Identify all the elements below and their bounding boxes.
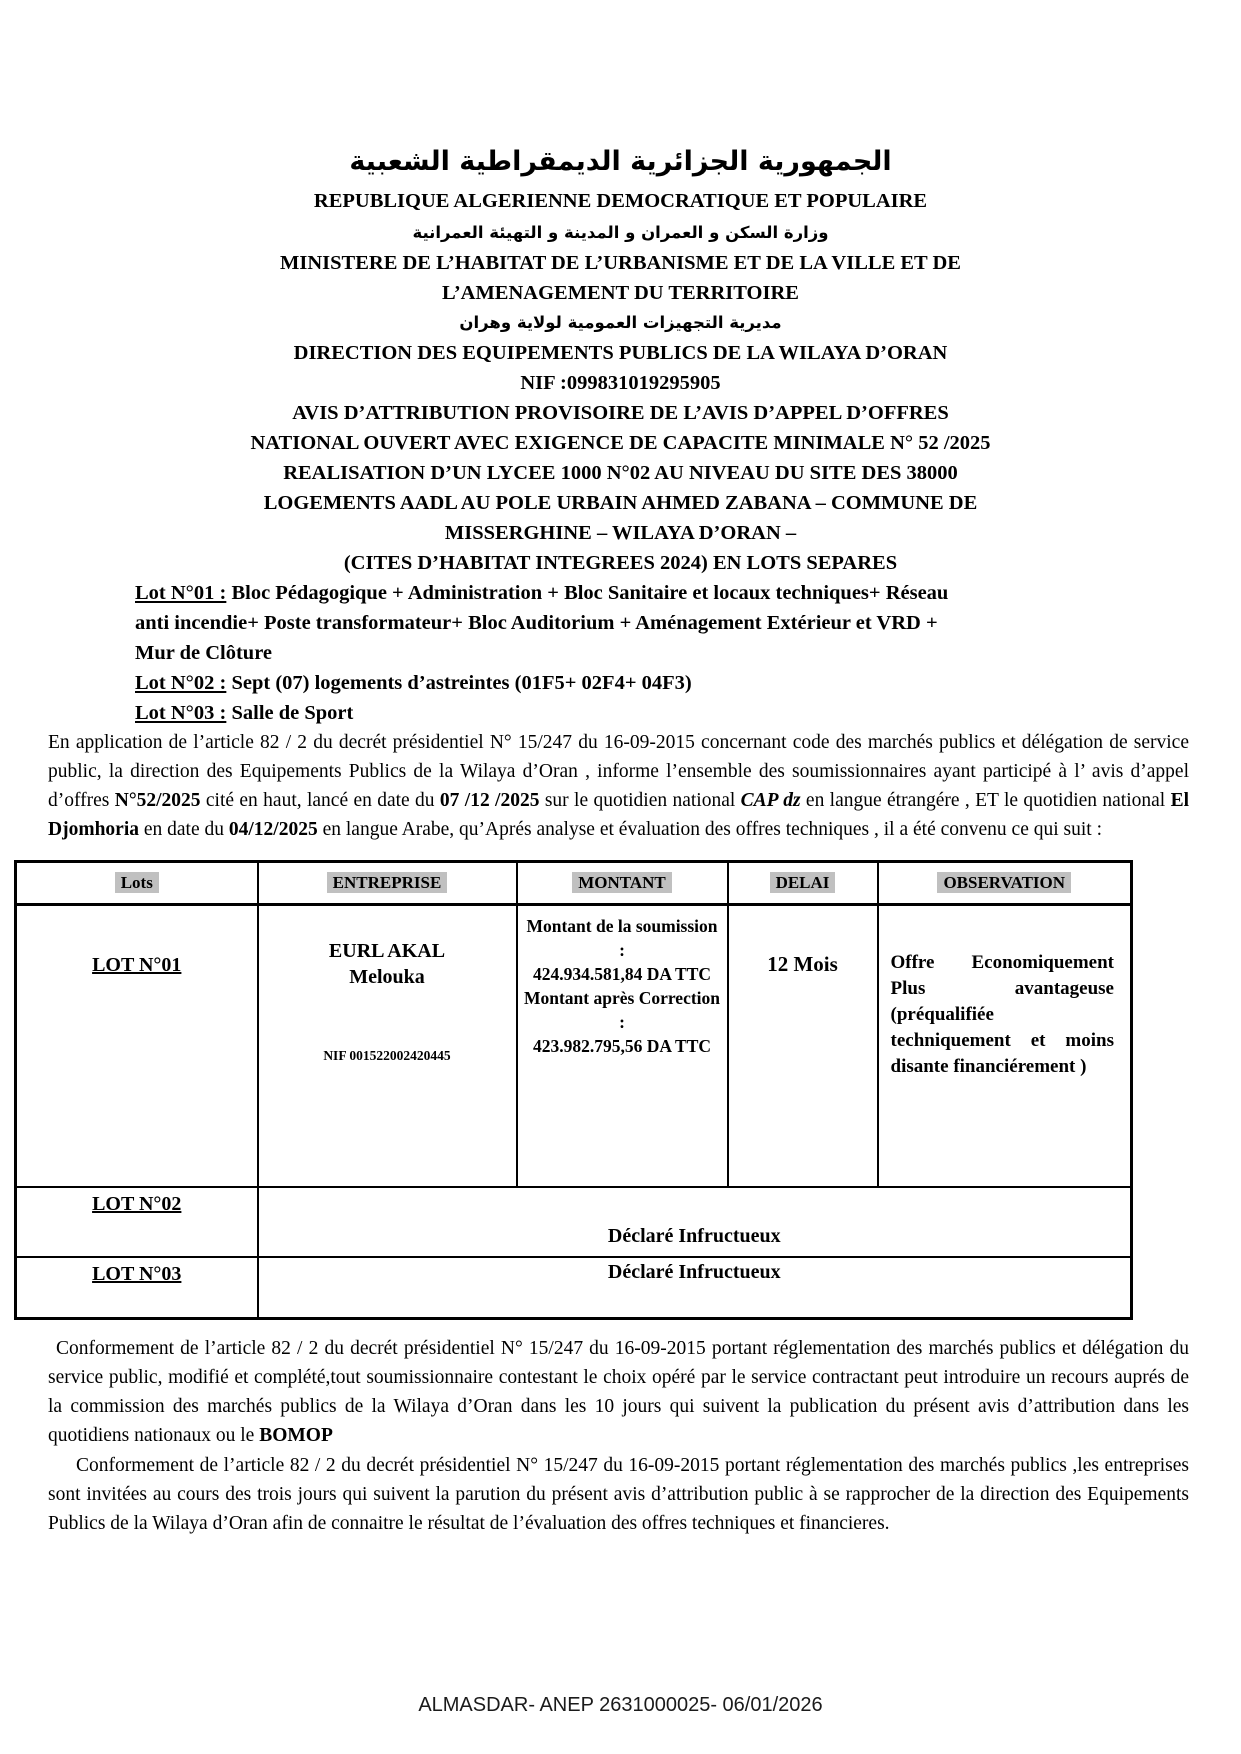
intro-paragraph	[48, 728, 1189, 844]
lot1-cell	[16, 905, 258, 1188]
col-header-delai	[728, 862, 878, 905]
intro-date-2: 04/12/2025	[228, 819, 318, 840]
lot-2-desc: Sept (07) logements d’astreintes (01F5+ 02F4+ 04F3)	[226, 672, 692, 694]
republic-line: REPUBLIQUE ALGERIENNE DEMOCRATIQUE ET POPULAIRE	[313, 190, 928, 212]
intro-ref-number: N°52/2025	[114, 790, 201, 811]
title-arabic: الجمهورية الجزائرية الديمقراطية الشعبية	[349, 146, 892, 177]
company-name: EURL AKAL	[328, 940, 446, 962]
intro-text: sur le quotidien national	[539, 790, 741, 811]
col-header-delai-label: DELAI	[770, 872, 836, 893]
lot-3-label: Lot N°03 :	[135, 702, 227, 724]
company-nif: NIF 001522002420445	[323, 1048, 451, 1063]
notice-title	[0, 398, 1241, 578]
ministry-arabic: وزارة السكن و العمران و المدينة و التهيئة العمرانية	[412, 223, 829, 242]
montant-line: 423.982.795,56 DA TTC	[532, 1036, 712, 1056]
intro-newspaper-1: CAP dz	[740, 790, 801, 811]
col-header-observation-label: OBSERVATION	[937, 872, 1071, 893]
attribution-table	[14, 860, 1133, 1320]
legal-paragraph-1	[48, 1334, 1189, 1450]
direction-line: DIRECTION DES EQUIPEMENTS PUBLICS DE LA WILAYA D’ORAN	[293, 342, 948, 364]
direction-arabic: مديرية التجهيزات العمومية لولاية وهران	[459, 313, 782, 332]
col-header-entreprise	[258, 862, 517, 905]
lot2-label: LOT N°02	[92, 1193, 182, 1215]
legal-section	[0, 1334, 1241, 1538]
notice-title-line: AVIS D’ATTRIBUTION PROVISOIRE DE L’AVIS D’APPEL D’OFFRES	[292, 402, 949, 424]
intro-text: En application de l’article 82 / 2 du decrét présidentiel N° 15/247 du 16-09-2015 concernant code des marchés publics et délégation de service public, la direction des Equipements Publics de la Wilaya d’Oran , informe l’ensemble des soumissionnaires ayant participé à l’ avis d’appel d’offres	[48, 732, 1189, 811]
col-header-observation	[878, 862, 1132, 905]
lot1-montant-cell	[517, 905, 728, 1188]
lots-list	[135, 578, 965, 728]
table-row-lot1	[16, 905, 1132, 1188]
company-subname: Melouka	[349, 966, 425, 988]
lot1-label: LOT N°01	[92, 954, 182, 976]
montant-line: Montant après Correction :	[523, 988, 721, 1032]
table-row-lot3	[16, 1257, 1132, 1319]
publication-footer: ALMASDAR- ANEP 2631000025- 06/01/2026	[418, 1694, 823, 1716]
notice-title-line: REALISATION D’UN LYCEE 1000 N°02 AU NIVEAU DU SITE DES 38000	[283, 462, 958, 484]
montant-line: Montant de la soumission :	[526, 916, 718, 960]
lot3-status-cell: Déclaré Infructueux	[258, 1257, 1132, 1319]
table-row-lot2	[16, 1187, 1132, 1257]
legal-paragraph-2: Conformement de l’article 82 / 2 du decrét présidentiel N° 15/247 du 16-09-2015 portant réglementation des marchés publics ,les entreprises sont invitées au cours des trois jours qui suivent la parution du présent avis d’attribution public à se rapprocher de la direction des Equipements Publics de la Wilaya d’Oran afin de connaitre le résultat de l’évaluation des offres techniques et financieres.	[48, 1455, 1189, 1534]
lot3-cell	[16, 1257, 258, 1319]
intro-text: en langue étrangére , ET le quotidien national	[800, 790, 1171, 811]
bomop-label: BOMOP	[259, 1425, 333, 1446]
ministry-line-2: L’AMENAGEMENT DU TERRITOIRE	[442, 282, 799, 304]
intro-text: en date du	[139, 819, 229, 840]
montant-line: 424.934.581,84 DA TTC	[532, 964, 712, 984]
legal-text-1: Conformement de l’article 82 / 2 du decrét présidentiel N° 15/247 du 16-09-2015 portant réglementation des marchés publics et délégation du service public, modifié et complété,tout soumissionnaire contestant le choix opéré par le service contractant peut introduire un recours auprés de la commission des marchés publics de la Wilaya d’Oran dans les 10 jours qui suivent la publication du présent avis d’attribution dans les quotidiens nationaux ou le	[48, 1338, 1189, 1446]
lot-3-desc: Salle de Sport	[226, 702, 354, 724]
col-header-montant	[517, 862, 728, 905]
col-header-lots	[16, 862, 258, 905]
notice-title-line: NATIONAL OUVERT AVEC EXIGENCE DE CAPACITE MINIMALE N° 52 /2025	[250, 432, 991, 454]
lot-item-3	[135, 698, 965, 728]
lot-item-2	[135, 668, 965, 698]
lot1-delai-cell: 12 Mois	[728, 905, 878, 1188]
nif-line: NIF :099831019295905	[520, 372, 721, 394]
lot1-observation-cell: Offre Economiquement Plus avantageuse (préqualifiée techniquement et moins disante financiérement )	[878, 905, 1132, 1188]
col-header-lots-label: Lots	[115, 872, 159, 893]
intro-date-1: 07 /12 /2025	[439, 790, 540, 811]
col-header-montant-label: MONTANT	[572, 872, 672, 893]
notice-title-line: LOGEMENTS AADL AU POLE URBAIN AHMED ZABANA – COMMUNE DE	[263, 492, 978, 514]
lot-1-label: Lot N°01 :	[135, 582, 227, 604]
lot-1-desc: Bloc Pédagogique + Administration + Bloc Sanitaire et locaux techniques+ Réseau anti incendie+ Poste transformateur+ Bloc Auditorium + Aménagement Extérieur et VRD + Mur de Clôture	[135, 582, 949, 664]
lot2-cell	[16, 1187, 258, 1257]
lot2-status-cell: Déclaré Infructueux	[258, 1187, 1132, 1257]
intro-text: en langue Arabe, qu’Aprés analyse et évaluation des offres techniques , il a été convenu ce qui suit :	[317, 819, 1102, 840]
intro-newspaper-2: El Djomhoria	[48, 790, 1190, 840]
lot1-entreprise-cell	[258, 905, 517, 1188]
lot-item-1	[135, 578, 965, 668]
intro-text: cité en haut, lancé en date du	[200, 790, 440, 811]
table-header-row	[16, 862, 1132, 905]
lot3-label: LOT N°03	[92, 1263, 182, 1285]
lot-2-label: Lot N°02 :	[135, 672, 227, 694]
notice-title-line: (CITES D’HABITAT INTEGREES 2024) EN LOTS SEPARES	[343, 552, 898, 574]
col-header-entreprise-label: ENTREPRISE	[327, 872, 448, 893]
ministry-line-1: MINISTERE DE L’HABITAT DE L’URBANISME ET DE LA VILLE ET DE	[280, 252, 961, 274]
notice-title-line: MISSERGHINE – WILAYA D’ORAN –	[444, 522, 797, 544]
